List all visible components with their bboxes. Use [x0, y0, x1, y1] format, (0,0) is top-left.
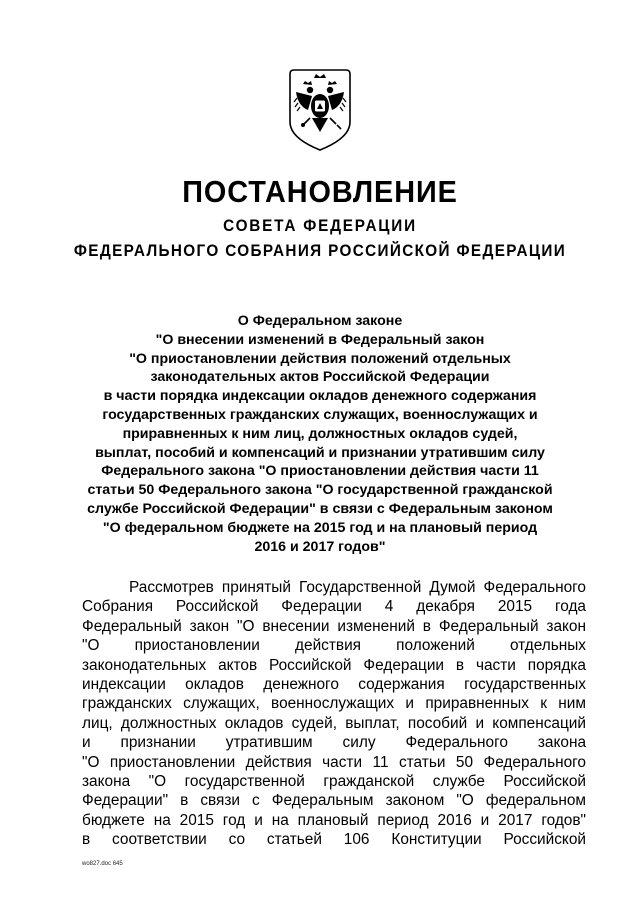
- issuer-line-2: ФЕДЕРАЛЬНОГО СОБРАНИЯ РОССИЙСКОЙ ФЕДЕРАЦИИ: [73, 241, 567, 260]
- subject-line: в части порядка индексации окладов денежного содержания: [103, 388, 537, 405]
- body-line: Федерации" в связи с Федеральным законом "О федеральном: [82, 792, 586, 810]
- document-title: ПОСТАНОВЛЕНИЕ: [182, 174, 458, 209]
- subject-line: выплат, пособий и компенсаций и признании утратившим силу: [95, 444, 545, 461]
- body-line: Федеральный закон "О внесении изменений в Федеральный закон: [82, 617, 586, 635]
- subject-line: О Федеральном законе: [237, 313, 403, 329]
- document-subject: [70, 312, 570, 556]
- subject-line: приравненных к ним лиц, должностных окладов судей,: [122, 425, 518, 442]
- subject-line: "О внесении изменений в Федеральный закон: [155, 331, 485, 348]
- body-line: и признании утратившим силу Федерального закона: [82, 734, 586, 752]
- body-line: в соответствии со статьей 106 Конституции Российской: [82, 831, 586, 849]
- body-line: закона "О государственной гражданской службе Российской: [82, 773, 586, 791]
- subject-line: государственных гражданских служащих, военнослужащих и: [102, 406, 538, 423]
- subject-line: "О приостановлении действия положений отдельных: [129, 350, 511, 367]
- subject-line: законодательных актов Российской Федерации: [150, 369, 490, 386]
- issuer-line-1: СОВЕТА ФЕДЕРАЦИИ: [223, 216, 417, 235]
- subject-line: "О федеральном бюджете на 2015 год и на плановый период: [102, 519, 538, 536]
- body-line: "О приостановлении действия положений отдельных: [82, 637, 586, 655]
- body-line: лиц, должностных окладов судей, выплат, пособий и компенсаций: [82, 714, 586, 732]
- subject-line: Федерального закона "О приостановлении действия части 11: [101, 463, 539, 480]
- body-line: гражданских служащих, военнослужащих и приравненных к ним: [82, 695, 586, 713]
- subject-line: 2016 и 2017 годов": [254, 538, 386, 555]
- body-line: "О приостановлении действия части 11 статьи 50 Федерального: [82, 753, 586, 771]
- file-reference: wo827.doc 645: [82, 861, 123, 867]
- body-line: Собрания Российской Федерации 4 декабря 2015 года: [82, 598, 586, 616]
- body-line: Рассмотрев принятый Государственной Думой Федерального: [129, 579, 586, 596]
- body-line: законодательных актов Российской Федерации в части порядка: [82, 656, 586, 674]
- subject-line: статьи 50 Федерального закона "О государственной гражданской: [87, 482, 553, 499]
- coat-of-arms-icon: [286, 66, 354, 156]
- body-paragraph: [82, 578, 586, 850]
- body-line: индексации окладов денежного содержания государственных: [82, 676, 586, 694]
- body-line: бюджете на 2015 год и на плановый период 2016 и 2017 годов": [82, 811, 586, 829]
- subject-line: службе Российской Федерации" в связи с Федеральным законом: [87, 500, 553, 517]
